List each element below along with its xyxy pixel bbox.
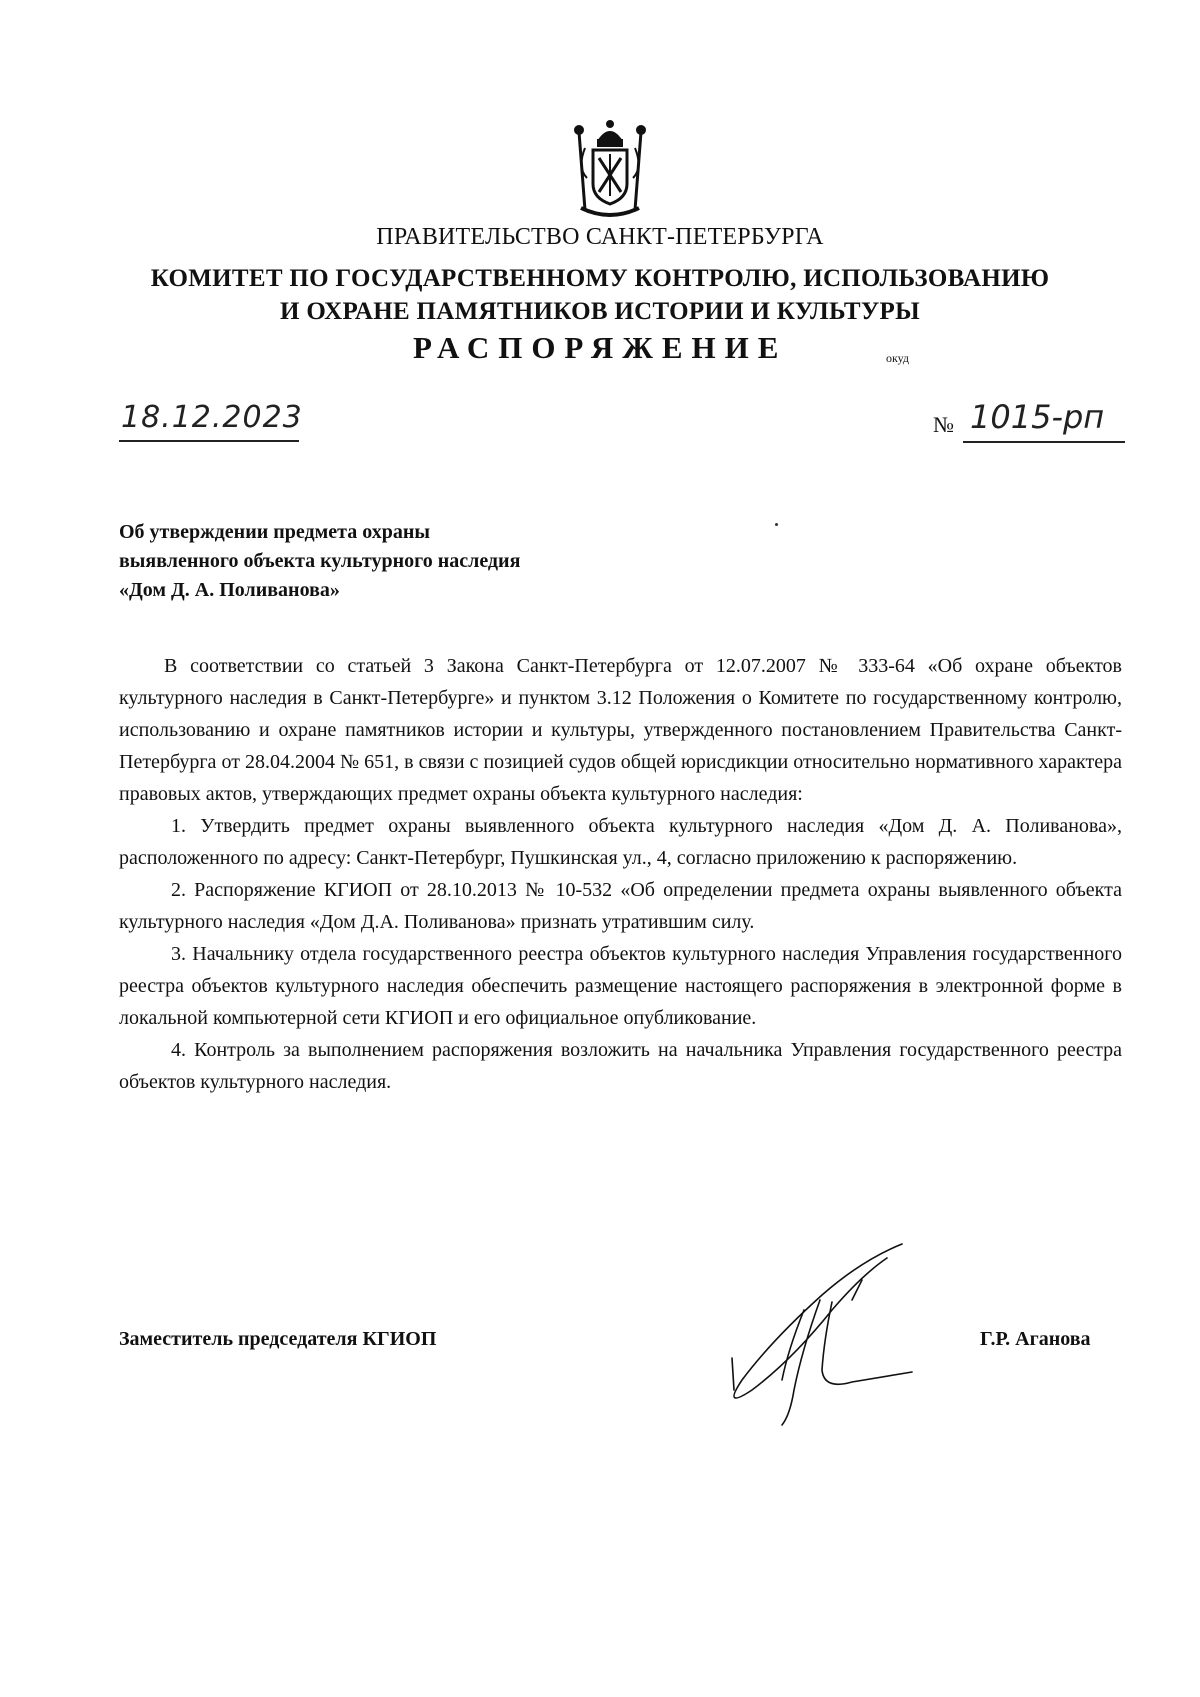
order-date: 18.12.2023 bbox=[121, 400, 303, 435]
signer-name: Г.Р. Аганова bbox=[980, 1328, 1091, 1350]
preamble: В соответствии со статьей 3 Закона Санкт-Петербурга от 12.07.2007 № 333-64 «Об охране объектов культурного наследия в Санкт-Петербурге» и пунктом 3.12 Положения о Комитете по государственному контролю, использованию и охране памятников истории и культуры, утвержденного постановлением Правительства Санкт-Петербурга от 28.04.2004 № 651, в связи с позицией судов общей юрисдикции относительно нормативного характера правовых актов, утверждающих предмет охраны объекта культурного наследия: bbox=[119, 655, 1122, 805]
order-number: 1015-рп bbox=[970, 398, 1105, 436]
subject-block bbox=[119, 518, 520, 605]
document-type: РАСПОРЯЖЕНИЕ bbox=[413, 330, 788, 365]
stray-mark bbox=[775, 523, 778, 526]
subject-line-2: выявленного объекта культурного наследия bbox=[119, 550, 521, 572]
order-item-2: 2. Распоряжение КГИОП от 28.10.2013 № 10-532 «Об определении предмета охраны выявленного объекта культурного наследия «Дом Д.А. Поливанова» признать утратившим силу. bbox=[119, 879, 1122, 933]
number-underline bbox=[963, 441, 1125, 443]
subject-line-3: «Дом Д. А. Поливанова» bbox=[119, 579, 340, 601]
subject-line-1: Об утверждении предмета охраны bbox=[119, 521, 430, 543]
signature-icon bbox=[712, 1240, 922, 1430]
committee-line-1: КОМИТЕТ ПО ГОСУДАРСТВЕННОМУ КОНТРОЛЮ, ИСПОЛЬЗОВАНИЮ bbox=[150, 265, 1050, 292]
government-name: ПРАВИТЕЛЬСТВО САНКТ-ПЕТЕРБУРГА bbox=[376, 224, 824, 250]
order-item-1: 1. Утвердить предмет охраны выявленного объекта культурного наследия «Дом Д. А. Поливанова», расположенного по адресу: Санкт-Петербург, Пушкинская ул., 4, согласно приложению к распоряжению. bbox=[119, 815, 1122, 869]
signatory-position: Заместитель председателя КГИОП bbox=[119, 1328, 437, 1350]
coat-of-arms-icon bbox=[571, 118, 649, 222]
order-item-4: 4. Контроль за выполнением распоряжения возложить на начальника Управления государственного реестра объектов культурного наследия. bbox=[119, 1039, 1122, 1093]
order-item-3: 3. Начальнику отдела государственного реестра объектов культурного наследия Управления государственного реестра объектов культурного наследия обеспечить размещение настоящего распоряжения в электронной форме в локальной компьютерной сети КГИОП и его официальное опубликование. bbox=[119, 943, 1122, 1029]
okud-label: окуд bbox=[886, 351, 910, 365]
date-underline bbox=[119, 440, 299, 442]
order-body bbox=[119, 650, 1122, 1098]
number-label: № bbox=[933, 412, 954, 437]
committee-name bbox=[0, 262, 1200, 328]
committee-line-2: И ОХРАНЕ ПАМЯТНИКОВ ИСТОРИИ И КУЛЬТУРЫ bbox=[280, 298, 920, 325]
